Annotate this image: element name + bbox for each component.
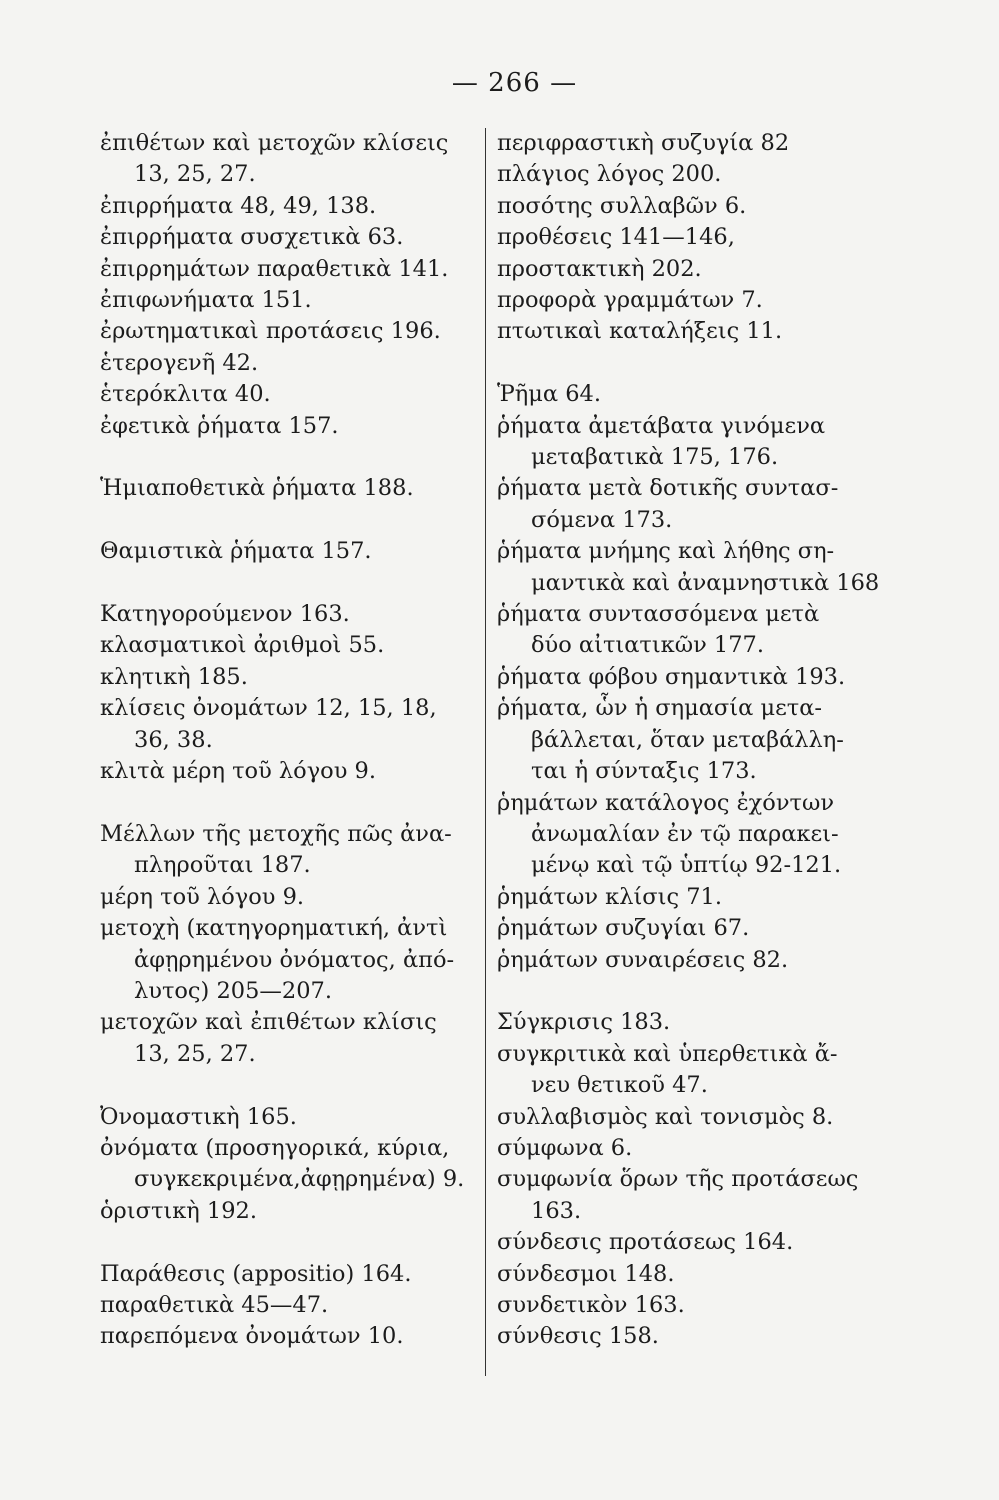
index-entry-line: παρεπόμενα ὀνομάτων 10. [100,1323,404,1350]
index-entry-line: ῥήματα ἀμετάβατα γινόμενα [497,412,826,439]
column-divider [485,128,486,1376]
index-entry [100,1133,475,1196]
index-entry-line: προστακτικὴ 202. [497,255,702,282]
index-entry [497,254,887,285]
index-entry [497,662,887,693]
index-entry-continuation: συγκεκριμένα,ἀφῃρημένα) 9. [134,1166,465,1193]
index-entry-line: κλιτὰ μέρη τοῦ λόγου 9. [100,758,376,785]
index-entry-line: προφορὰ γραμμάτων 7. [497,287,763,314]
index-entry [497,882,887,913]
index-entry-line: συγκριτικὰ καὶ ὑπερθετικὰ ἄ- [497,1040,838,1067]
index-entry-line: σύνθεσις 158. [497,1323,659,1350]
index-entry-line: πτωτικαὶ καταλήξεις 11. [497,318,783,345]
index-entry-line: ἑτερογενῆ 42. [100,349,259,376]
section-gap [100,787,475,818]
index-entry-line: προθέσεις 141—146, [497,224,735,251]
index-entry-line: ῥήματα φόβου σημαντικὰ 193. [497,663,846,690]
index-entry [100,662,475,693]
index-entry-line: περιφραστικὴ συζυγία 82 [497,130,790,156]
index-entry [100,1321,475,1352]
index-entry [497,379,887,410]
index-entry [100,819,475,882]
index-entry [100,411,475,442]
index-entry-line: ποσότης συλλαβῶν 6. [497,192,747,219]
index-entry [497,473,887,536]
index-entry [100,756,475,787]
index-entry [497,1227,887,1258]
index-entry [497,411,887,474]
index-entry-continuation: ἀνωμαλίαν ἐν τῷ παρακει- [531,820,839,847]
index-entry-continuation: μένῳ καὶ τῷ ὑπτίῳ 92-121. [531,852,842,879]
index-entry-line: κλίσεις ὀνομάτων 12, 15, 18, [100,695,437,722]
index-entry [100,285,475,316]
page-number: — 266 — [451,68,578,98]
index-entry-line: ἑτερόκλιτα 40. [100,381,271,408]
index-entry-line: ὀνόματα (προσηγορικά, κύρια, [100,1134,450,1161]
index-entry-line: ῥήματα μνήμης καὶ λήθης ση- [497,538,835,565]
index-entry [497,1164,887,1227]
index-entry-line: ἐπιρρημάτων παραθετικὰ 141. [100,255,449,282]
index-entry-line: πλάγιος λόγος 200. [497,161,722,188]
index-entry [497,1259,887,1290]
index-entry [100,1196,475,1227]
index-entry-line: συνδετικὸν 163. [497,1292,685,1318]
index-entry [497,1007,887,1038]
index-entry-line: σύνδεσμοι 148. [497,1260,675,1287]
index-entry-line: μετοχῶν καὶ ἐπιθέτων κλίσις [100,1009,437,1036]
index-entry [497,1039,887,1102]
index-entry [100,599,475,630]
index-entry [100,1007,475,1070]
index-entry [497,945,887,976]
index-entry-line: ῥήματα, ὧν ἡ σημασία μετα- [497,695,822,722]
section-gap [497,976,887,1007]
index-entry-continuation: νευ θετικοῦ 47. [531,1072,708,1099]
index-entry [100,630,475,661]
index-entry [100,128,475,191]
index-entry-line: Ἡμιαποθετικὰ ῥήματα 188. [100,475,414,502]
index-entry [497,599,887,662]
index-entry-line: σύμφωνα 6. [497,1134,633,1161]
index-entry-line: μετοχὴ (κατηγορηματική, ἀντὶ [100,915,448,942]
index-entry [497,1321,887,1352]
index-entry [497,536,887,599]
index-entry-continuation: πληροῦται 187. [134,852,311,879]
index-entry [100,1102,475,1133]
index-entry-continuation: μαντικὰ καὶ ἀναμνηστικὰ 168 [531,569,880,596]
index-entry [100,536,475,567]
index-entry [497,222,887,253]
index-entry-line: ῥημάτων συζυγίαι 67. [497,915,750,942]
index-entry [100,693,475,756]
index-entry-line: Παράθεσις (appositio) 164. [100,1260,412,1287]
index-entry [100,191,475,222]
index-entry [497,316,887,347]
index-entry-line: Θαμιστικὰ ῥήματα 157. [100,538,372,565]
section-gap [100,568,475,599]
index-entry-line: κλασματικοὶ ἀριθμοὶ 55. [100,632,385,659]
index-entry-line: συμφωνία ὅρων τῆς προτάσεως [497,1166,859,1193]
section-gap [100,442,475,473]
section-gap [100,505,475,536]
index-entry-line: ἐφετικὰ ῥήματα 157. [100,412,339,439]
index-entry-line: ῥήματα μετὰ δοτικῆς συντασ- [497,475,839,502]
index-entry-line: συλλαβισμὸς καὶ τονισμὸς 8. [497,1103,834,1130]
index-entry-line: Σύγκρισις 183. [497,1009,671,1036]
index-entry-continuation: βάλλεται, ὅταν μεταβάλλη- [531,726,844,753]
index-entry-line: ῥημάτων συναιρέσεις 82. [497,946,789,973]
index-entry-continuation: 13, 25, 27. [134,161,256,188]
index-entry-continuation: λυτος) 205—207. [134,977,333,1004]
index-entry-continuation: σόμενα 173. [531,506,673,533]
index-entry-line: ῥήματα συντασσόμενα μετὰ [497,601,820,628]
index-entry [497,1290,887,1321]
index-entry-line: Ῥῆμα 64. [497,381,602,408]
index-entry-line: σύνδεσις προτάσεως 164. [497,1229,794,1256]
index-entry [497,159,887,190]
index-entry-continuation: μεταβατικὰ 175, 176. [531,444,779,471]
index-entry [497,1102,887,1133]
index-entry [100,316,475,347]
index-entry [100,348,475,379]
index-column-left [100,128,475,1353]
index-entry [100,379,475,410]
index-entry-continuation: 13, 25, 27. [134,1040,256,1067]
index-entry [497,788,887,882]
index-entry [100,1259,475,1290]
index-entry-continuation: 163. [531,1197,582,1224]
index-entry [100,913,475,1007]
index-column-right [497,128,887,1353]
index-entry [100,1290,475,1321]
index-entry-line: ἐρωτηματικαὶ προτάσεις 196. [100,318,441,345]
index-entry-line: ῥημάτων κατάλογος ἐχόντων [497,789,835,816]
index-entry-line: ῥημάτων κλίσις 71. [497,883,723,910]
index-entry [497,191,887,222]
index-entry [100,882,475,913]
index-entry-line: κλητικὴ 185. [100,663,248,690]
section-gap [497,348,887,379]
index-entry-line: ἐπιθέτων καὶ μετοχῶν κλίσεις [100,130,449,156]
index-entry-continuation: ται ἡ σύνταξις 173. [531,758,757,785]
index-entry [100,254,475,285]
index-entry-line: Μέλλων τῆς μετοχῆς πῶς ἀνα- [100,820,452,847]
index-entry [100,473,475,504]
index-entry-continuation: ἀφῃρημένου ὀνόματος, ἀπό- [134,946,455,973]
index-entry [497,285,887,316]
index-entry [497,128,887,159]
index-entry-line: ἐπιρρήματα 48, 49, 138. [100,192,377,219]
section-gap [100,1227,475,1258]
index-entry-line: Κατηγορούμενον 163. [100,601,350,628]
index-entry [100,222,475,253]
index-entry-line: ἐπιφωνήματα 151. [100,287,312,314]
index-entry-line: Ὀνομαστικὴ 165. [100,1103,297,1130]
index-entry-line: μέρη τοῦ λόγου 9. [100,883,305,910]
index-entry [497,693,887,787]
index-entry-continuation: δύο αἰτιατικῶν 177. [531,632,765,659]
index-entry-line: ἐπιρρήματα συσχετικὰ 63. [100,224,404,251]
index-entry-line: παραθετικὰ 45—47. [100,1291,329,1318]
section-gap [100,1070,475,1101]
index-entry-continuation: 36, 38. [134,726,213,753]
index-entry [497,1133,887,1164]
index-entry [497,913,887,944]
index-entry-line: ὁριστικὴ 192. [100,1197,258,1224]
